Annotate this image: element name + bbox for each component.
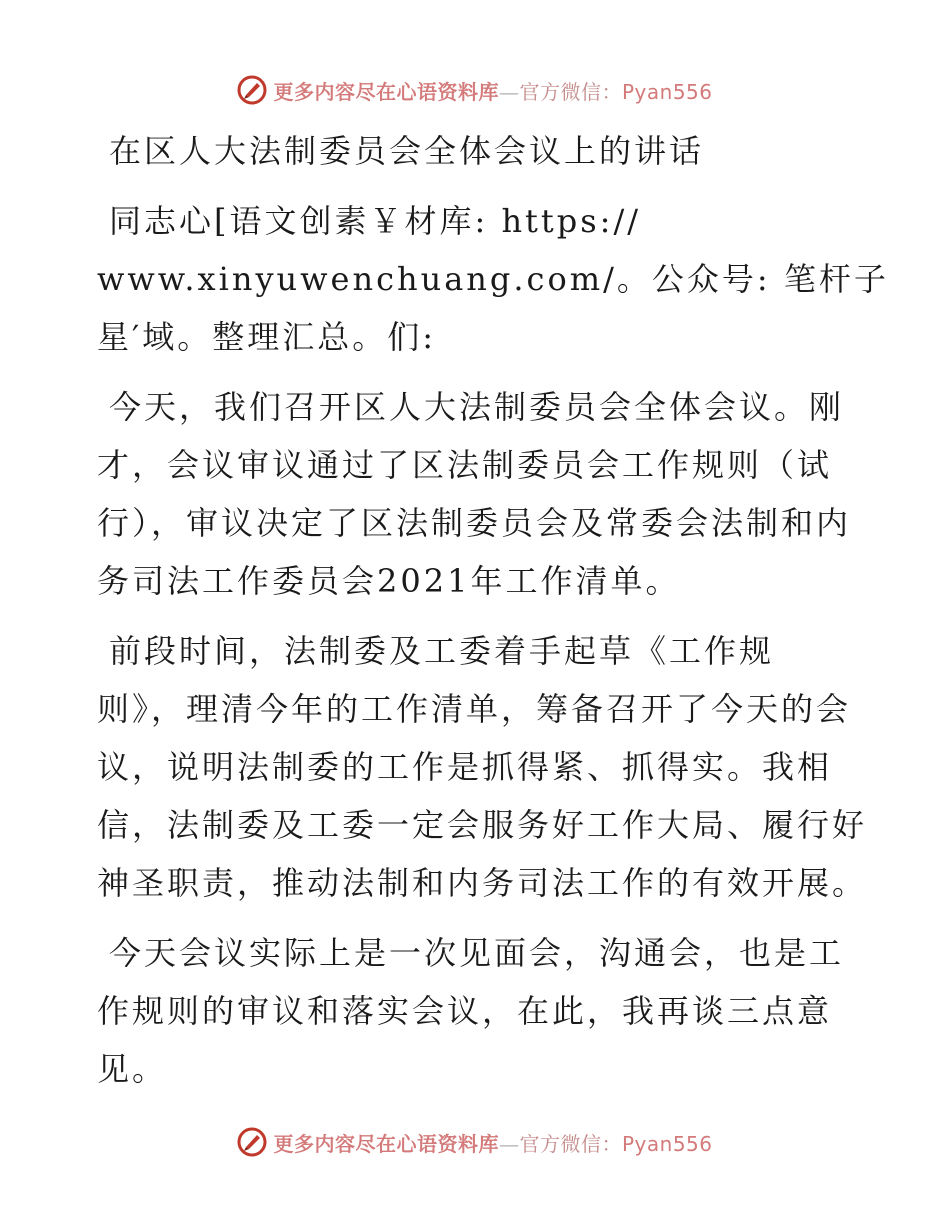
paragraph-line: 务司法工作委员会2021年工作清单。: [97, 562, 681, 600]
brand-logo-icon: [237, 1127, 267, 1157]
paragraph-line: 则》，理清今年的工作清单，筹备召开了今天的会: [97, 690, 852, 728]
greeting-line: 同志心[语文创素￥材库: https://: [109, 202, 642, 240]
paragraph-line: 神圣职责，推动法制和内务司法工作的有效开展。: [97, 864, 868, 902]
paragraph-line: 见。: [97, 1050, 168, 1088]
brand-logo-icon: [237, 75, 267, 105]
greeting: [97, 192, 889, 366]
paragraph-1: [97, 378, 867, 610]
banner-wechat-id: Pyan556: [621, 1131, 713, 1156]
paragraph-line: 前段时间，法制委及工委着手起草《工作规: [109, 632, 775, 670]
header-banner: [0, 70, 950, 110]
banner-wechat-label: 官方微信：: [519, 79, 622, 104]
banner-brand: 更多内容尽在心语资料库: [273, 1131, 499, 1156]
document-title: 在区人大法制委员会全体会议上的讲话: [109, 132, 705, 170]
banner-wechat-label: 官方微信：: [519, 1131, 622, 1156]
greeting-line: www.xinyuwenchuang.com/。公众号: 笔杆子: [97, 260, 889, 298]
greeting-line: 星′域。整理汇总。们:: [97, 318, 437, 356]
footer-banner: [0, 1122, 950, 1162]
banner-separator: —: [498, 79, 520, 104]
paragraph-line: 信，法制委及工委一定会服务好工作大局、履行好: [97, 806, 868, 844]
banner-brand: 更多内容尽在心语资料库: [273, 79, 499, 104]
paragraph-line: 作规则的审议和落实会议，在此，我再谈三点意: [97, 992, 833, 1030]
banner-wechat-id: Pyan556: [621, 79, 713, 104]
document-body: [97, 122, 889, 1098]
paragraph-line: 才，会议审议通过了区法制委员会工作规则（试: [97, 446, 833, 484]
paragraph-line: 今天会议实际上是一次见面会，沟通会，也是工: [109, 934, 845, 972]
paragraph-2: [97, 622, 867, 912]
paragraph-line: 议，说明法制委的工作是抓得紧、抓得实。我相: [97, 748, 833, 786]
paragraph-3: [97, 924, 867, 1098]
paragraph-line: 今天，我们召开区人大法制委员会全体会议。刚: [109, 388, 845, 426]
banner-text: [273, 1128, 712, 1157]
banner-separator: —: [498, 1131, 520, 1156]
paragraph-line: 行），审议决定了区法制委员会及常委会法制和内: [97, 504, 852, 542]
banner-text: [273, 76, 712, 105]
